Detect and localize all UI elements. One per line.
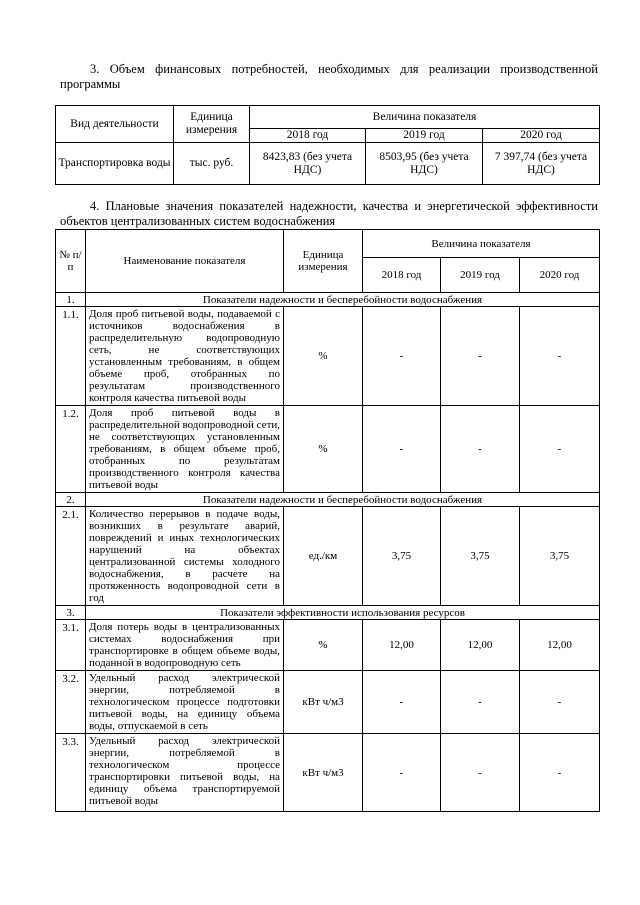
year-header: 2019 год <box>441 258 520 293</box>
col-header-unit: Единица измерения <box>174 106 250 143</box>
year-header: 2019 год <box>366 129 483 143</box>
col-header-value: Величина показателя <box>250 106 600 129</box>
year-header: 2020 год <box>483 129 600 143</box>
indicator-value: - <box>441 671 520 734</box>
indicator-value: - <box>363 406 441 493</box>
indicator-value: - <box>520 406 600 493</box>
indicator-name: Доля проб питьевой воды в распределительной водопроводной сети, не соответствующих установленным требованиям, в общем объеме проб, отобранных по результатам производственного контроля качества питьевой воды <box>86 406 284 493</box>
group-row <box>56 493 600 507</box>
table-row <box>56 620 600 671</box>
indicator-value: 3,75 <box>441 507 520 606</box>
indicator-unit: % <box>284 406 363 493</box>
indicator-name: Количество перерывов в подаче воды, возникших в результате аварий, повреждений и иных технологических нарушений на объектах централизованной системы холодного водоснабжения, в расчете на протяженность водопроводной сети в год <box>86 507 284 606</box>
table-row <box>56 507 600 606</box>
col-header-name: Наименование показателя <box>86 230 284 293</box>
group-title: Показатели надежности и бесперебойности водоснабжения <box>86 293 600 307</box>
col-header-value: Величина показателя <box>363 230 600 258</box>
section-3-heading <box>60 62 598 92</box>
section-3-heading-line2: программы <box>60 77 121 91</box>
section-3-heading-line1: 3. Объем финансовых потребностей, необходимых для реализации производственной <box>90 62 598 76</box>
group-number: 3. <box>56 606 86 620</box>
indicator-value: - <box>363 307 441 406</box>
group-number: 2. <box>56 493 86 507</box>
group-row <box>56 293 600 307</box>
row-number: 3.3. <box>56 734 86 812</box>
group-title: Показатели эффективности использования ресурсов <box>86 606 600 620</box>
indicator-value: - <box>520 307 600 406</box>
activity-cell: Транспортировка воды <box>56 143 174 185</box>
indicators-table <box>55 229 600 812</box>
indicator-value: 12,00 <box>441 620 520 671</box>
indicator-name: Доля потерь воды в централизованных системах водоснабжения при транспортировке в общем объеме воды, поданной в водопроводную сеть <box>86 620 284 671</box>
indicator-value: 12,00 <box>520 620 600 671</box>
row-number: 1.2. <box>56 406 86 493</box>
section-4-heading <box>60 199 598 229</box>
col-header-activity: Вид деятельности <box>56 106 174 143</box>
indicator-value: - <box>363 671 441 734</box>
section-4-heading-line1: 4. Плановые значения показателей надежности, качества и энергетической эффективности <box>90 199 598 213</box>
indicator-unit: % <box>284 620 363 671</box>
indicator-value: 12,00 <box>363 620 441 671</box>
indicator-value: - <box>363 734 441 812</box>
financial-needs-table <box>55 105 600 185</box>
section-4-heading-line2: объектов централизованных систем водоснабжения <box>60 214 336 228</box>
value-cell: 8503,95 (без учета НДС) <box>366 143 483 185</box>
group-title: Показатели надежности и бесперебойности водоснабжения <box>86 493 600 507</box>
year-header: 2018 год <box>363 258 441 293</box>
unit-cell: тыс. руб. <box>174 143 250 185</box>
group-number: 1. <box>56 293 86 307</box>
indicator-unit: кВт ч/м3 <box>284 671 363 734</box>
value-cell: 7 397,74 (без учета НДС) <box>483 143 600 185</box>
year-header: 2018 год <box>250 129 366 143</box>
row-number: 3.1. <box>56 620 86 671</box>
row-number: 1.1. <box>56 307 86 406</box>
indicator-value: 3,75 <box>363 507 441 606</box>
indicator-unit: ед./км <box>284 507 363 606</box>
indicator-value: - <box>441 406 520 493</box>
indicator-name: Удельный расход электрической энергии, потребляемой в технологическом процессе транспортировки питьевой воды, на единицу объема транспортируемой питьевой воды <box>86 734 284 812</box>
indicator-unit: % <box>284 307 363 406</box>
indicator-value: - <box>441 734 520 812</box>
indicator-value: 3,75 <box>520 507 600 606</box>
group-row <box>56 606 600 620</box>
indicator-value: - <box>520 734 600 812</box>
col-header-num: № п/п <box>56 230 86 293</box>
table-row <box>56 671 600 734</box>
indicator-value: - <box>520 671 600 734</box>
table-row <box>56 406 600 493</box>
indicator-unit: кВт ч/м3 <box>284 734 363 812</box>
table-row <box>56 143 600 185</box>
indicator-name: Доля проб питьевой воды, подаваемой с источников водоснабжения в распределительную водопроводную сеть, не соответствующих установленным требованиям, в общем объеме проб, отобранных по результатам производственного контроля качества питьевой воды <box>86 307 284 406</box>
value-cell: 8423,83 (без учета НДС) <box>250 143 366 185</box>
indicator-value: - <box>441 307 520 406</box>
table-row <box>56 307 600 406</box>
indicator-name: Удельный расход электрической энергии, потребляемой в технологическом процессе подготовки питьевой воды, на единицу объема воды, отпускаемой в сеть <box>86 671 284 734</box>
col-header-unit: Единица измерения <box>284 230 363 293</box>
table-row <box>56 734 600 812</box>
year-header: 2020 год <box>520 258 600 293</box>
row-number: 2.1. <box>56 507 86 606</box>
row-number: 3.2. <box>56 671 86 734</box>
